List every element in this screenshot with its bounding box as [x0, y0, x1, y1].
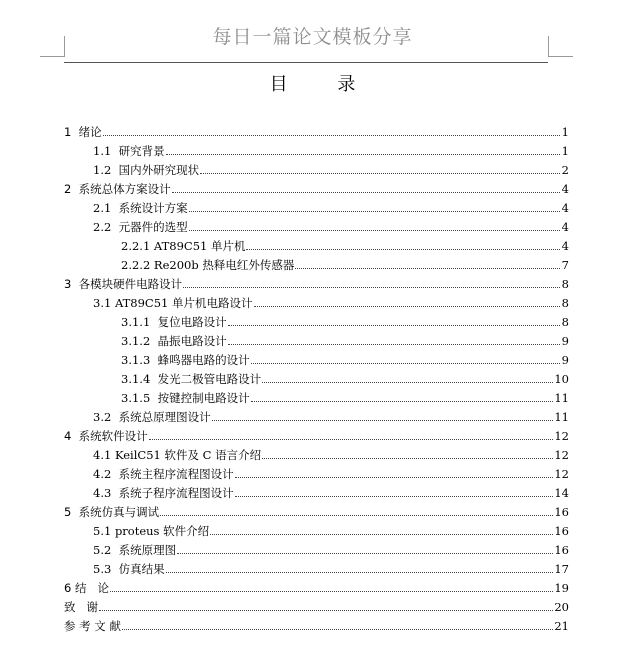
toc-entry-page: 4	[561, 239, 569, 253]
toc-entry[interactable]	[121, 235, 569, 254]
toc-entry-page: 9	[561, 334, 569, 348]
toc-entry-label: 3.1.1 复位电路设计	[121, 315, 227, 329]
toc-leader-dots	[189, 211, 560, 212]
toc-leader-dots	[210, 534, 553, 535]
toc-entry-label: 5 系统仿真与调试	[64, 505, 160, 519]
toc-entry-label: 5.2 系统原理图	[93, 543, 177, 557]
toc-entry-page: 21	[554, 619, 569, 633]
toc-entry[interactable]	[64, 596, 569, 615]
header-crop-mark-right	[548, 36, 573, 57]
toc-entry[interactable]	[121, 254, 569, 273]
toc-entry-label: 3.1.4 发光二极管电路设计	[121, 372, 262, 386]
toc-entry-page: 16	[554, 505, 569, 519]
toc-entry[interactable]	[93, 444, 569, 463]
toc-entry[interactable]	[121, 387, 569, 406]
toc-leader-dots	[235, 477, 554, 478]
toc-leader-dots	[166, 154, 560, 155]
toc-entry-page: 8	[561, 277, 569, 291]
toc-leader-dots	[149, 439, 554, 440]
toc-leader-dots	[228, 325, 560, 326]
toc-entry[interactable]	[121, 311, 569, 330]
toc-entry-label: 2.2 元器件的选型	[93, 220, 188, 234]
header-rule	[64, 62, 548, 63]
toc-entry[interactable]	[93, 197, 569, 216]
toc-entry-label: 1.2 国内外研究现状	[93, 163, 200, 177]
toc-leader-dots	[183, 287, 560, 288]
toc-entry-label: 5.3 仿真结果	[93, 562, 165, 576]
toc-entry[interactable]	[93, 520, 569, 539]
toc-leader-dots	[251, 401, 554, 402]
toc-entry-label: 3 各模块硬件电路设计	[64, 277, 183, 291]
toc-leader-dots	[254, 306, 560, 307]
toc-leader-dots	[110, 591, 553, 592]
toc-leader-dots	[160, 515, 553, 516]
toc-entry-page: 16	[554, 524, 569, 538]
toc-leader-dots	[235, 496, 554, 497]
toc-entry-label: 1 绪论	[64, 125, 102, 139]
toc-leader-dots	[200, 173, 560, 174]
toc-entry-page: 8	[561, 315, 569, 329]
toc-entry[interactable]	[121, 368, 569, 387]
toc-entry-page: 12	[554, 467, 569, 481]
toc-leader-dots	[228, 344, 560, 345]
toc-leader-dots	[262, 458, 553, 459]
toc-entry-page: 1	[561, 144, 569, 158]
toc-entry-label: 3.1.5 按键控制电路设计	[121, 391, 250, 405]
page-header: 每日一篇论文模板分享	[212, 26, 413, 48]
toc-entry[interactable]	[93, 463, 569, 482]
toc-entry[interactable]	[93, 406, 569, 425]
toc-leader-dots	[166, 572, 554, 573]
toc-entry-page: 4	[561, 201, 569, 215]
toc-entry[interactable]	[64, 577, 569, 596]
toc-entry-page: 20	[554, 600, 569, 614]
toc-entry-page: 12	[554, 429, 569, 443]
toc-entry-page: 14	[554, 486, 569, 500]
toc-entry[interactable]	[64, 615, 569, 634]
toc-entry-label: 3.1 AT89C51 单片机电路设计	[93, 296, 253, 310]
toc-entry-label: 致 谢	[64, 600, 98, 614]
toc-entry[interactable]	[93, 140, 569, 159]
toc-leader-dots	[103, 135, 560, 136]
toc-entry-page: 11	[554, 410, 569, 424]
toc-entry-page: 17	[554, 562, 569, 576]
toc-entry[interactable]	[64, 178, 569, 197]
toc-entry-page: 10	[554, 372, 569, 386]
toc-entry-label: 4 系统软件设计	[64, 429, 148, 443]
toc-entry-label: 3.2 系统总原理图设计	[93, 410, 211, 424]
toc-entry[interactable]	[93, 292, 569, 311]
toc-entry-label: 2.2.1 AT89C51 单片机	[121, 239, 246, 253]
toc-leader-dots	[295, 268, 560, 269]
toc-entry-page: 1	[561, 125, 569, 139]
toc-leader-dots	[251, 363, 560, 364]
toc-entry-label: 4.3 系统子程序流程图设计	[93, 486, 234, 500]
toc-entry-page: 2	[561, 163, 569, 177]
toc-entry-label: 2.2.2 Re200b 热释电红外传感器	[121, 258, 295, 272]
toc-leader-dots	[122, 629, 553, 630]
toc-title: 目 录	[269, 74, 378, 95]
toc-entry-label: 4.2 系统主程序流程图设计	[93, 467, 234, 481]
toc-entry-page: 8	[561, 296, 569, 310]
toc-entry[interactable]	[64, 425, 569, 444]
toc-entry-label: 3.1.2 晶振电路设计	[121, 334, 227, 348]
toc-entry-label: 5.1 proteus 软件介绍	[93, 524, 210, 538]
toc-entry-label: 2 系统总体方案设计	[64, 182, 171, 196]
toc-entry-page: 4	[561, 220, 569, 234]
toc-entry-page: 19	[554, 581, 569, 595]
toc-entry-label: 参 考 文 献	[64, 619, 121, 633]
toc-leader-dots	[189, 230, 560, 231]
toc-entry-page: 7	[561, 258, 569, 272]
toc-entry-page: 12	[554, 448, 569, 462]
toc-entry-page: 4	[561, 182, 569, 196]
toc-entry[interactable]	[64, 273, 569, 292]
toc-entry-page: 16	[554, 543, 569, 557]
toc-leader-dots	[262, 382, 553, 383]
toc-leader-dots	[246, 249, 560, 250]
toc-entry[interactable]	[121, 330, 569, 349]
toc-entry-label: 1.1 研究背景	[93, 144, 165, 158]
toc-entry[interactable]	[64, 501, 569, 520]
header-crop-mark-left	[40, 36, 65, 57]
toc-entry[interactable]	[121, 349, 569, 368]
toc-leader-dots	[172, 192, 560, 193]
toc-entry[interactable]	[93, 558, 569, 577]
toc-entry-label: 4.1 KeilC51 软件及 C 语言介绍	[93, 448, 262, 462]
toc-entry-page: 9	[561, 353, 569, 367]
toc-entry[interactable]	[93, 216, 569, 235]
toc-entry[interactable]	[93, 159, 569, 178]
toc-leader-dots	[212, 420, 554, 421]
toc-entry[interactable]	[64, 121, 569, 140]
toc-entry[interactable]	[93, 482, 569, 501]
toc-entry-label: 2.1 系统设计方案	[93, 201, 188, 215]
toc-entry[interactable]	[93, 539, 569, 558]
toc-entry-page: 11	[554, 391, 569, 405]
toc-leader-dots	[99, 610, 553, 611]
toc-entry-label: 6 结 论	[64, 581, 109, 595]
toc-entry-label: 3.1.3 蜂鸣器电路的设计	[121, 353, 250, 367]
toc-leader-dots	[177, 553, 553, 554]
